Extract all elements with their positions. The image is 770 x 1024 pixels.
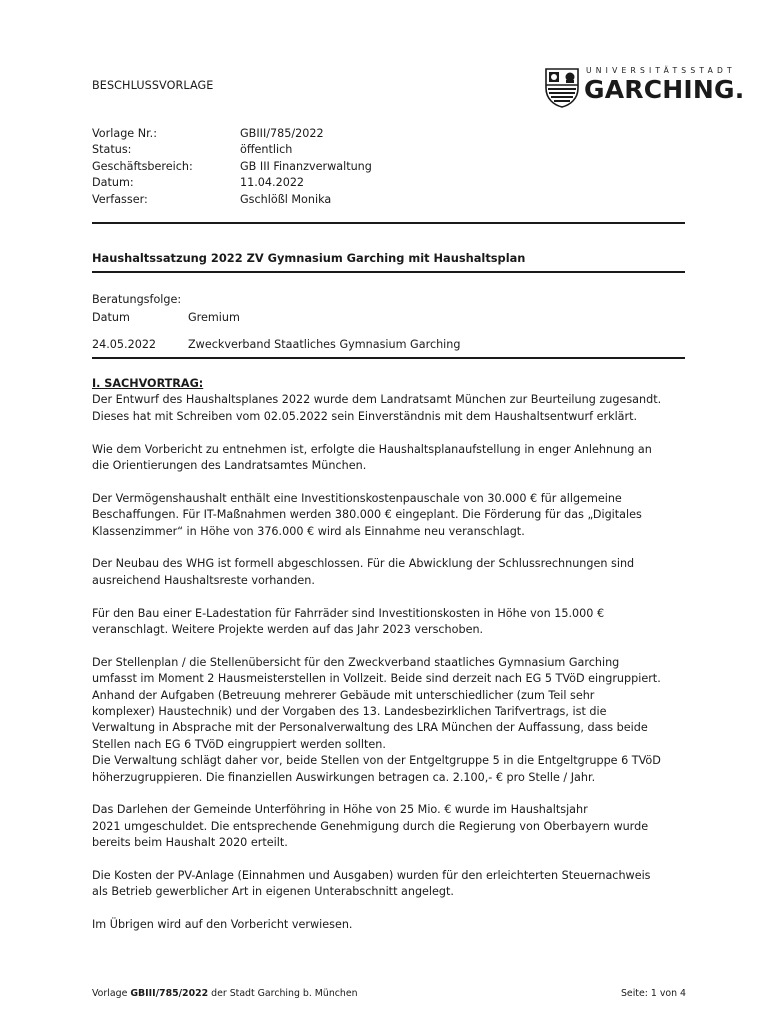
paragraph-line: Das Darlehen der Gemeinde Unterföhring in Höhe von 25 Mio. € wurde im Haushaltsjahr (92, 803, 588, 817)
divider (92, 357, 685, 359)
paragraph-line: Beschaffungen. Für IT-Maßnahmen werden 380.000 € eingeplant. Die Förderung für das „Digitales (92, 508, 642, 522)
paragraph-line: Der Entwurf des Haushaltsplanes 2022 wurde dem Landratsamt München zur Beurteilung zugesandt. (92, 393, 662, 407)
paragraph-line: Stellen nach EG 6 TVöD eingruppiert werden sollten. (92, 737, 386, 751)
paragraph-line: Der Vermögenshaushalt enthält eine Investitionskostenpauschale von 30.000 € für allgemeine (92, 491, 622, 505)
paragraph-line: veranschlagt. Weitere Projekte werden auf das Jahr 2023 verschoben. (92, 623, 484, 637)
paragraph-line: Die Kosten der PV-Anlage (Einnahmen und Ausgaben) wurden für den erleichterten Steuernachweis (92, 869, 651, 883)
body-paragraph (92, 655, 686, 786)
document-title: Haushaltssatzung 2022 ZV Gymnasium Garching mit Haushaltsplan (92, 251, 526, 265)
paragraph-line: Im Übrigen wird auf den Vorbericht verwiesen. (92, 918, 353, 932)
paragraph-line: komplexer) Haustechnik) und der Vorgaben des 13. Landesbezirklichen Tarifvertrags, ist die (92, 705, 607, 719)
paragraph-line: bereits beim Haushalt 2020 erteilt. (92, 836, 288, 850)
meta-value: öffentlich (240, 143, 293, 157)
meta-label: Geschäftsbereich: (92, 159, 193, 173)
consultation-row (92, 337, 652, 353)
paragraph-line: Klassenzimmer“ in Höhe von 376.000 € wird als Einnahme neu veranschlagt. (92, 524, 525, 538)
divider (92, 222, 685, 224)
paragraph-line: umfasst im Moment 2 Hausmeisterstellen in Vollzeit. Beide sind derzeit nach EG 5 TVöD eingruppiert. (92, 672, 661, 686)
body-paragraph (92, 491, 686, 540)
consultation-header (92, 310, 652, 326)
footer-reference (92, 988, 358, 1000)
paragraph-line: Die Verwaltung schlägt daher vor, beide Stellen von der Entgeltgruppe 5 in die Entgeltgruppe 6 TVöD (92, 754, 661, 768)
body-paragraph (92, 917, 686, 933)
meta-row (92, 142, 652, 158)
body-paragraph (92, 868, 686, 901)
paragraph-line: ausreichend Haushaltsreste vorhanden. (92, 573, 315, 587)
footer-suffix: der Stadt Garching b. München (208, 988, 358, 999)
paragraph-line: Dieses hat mit Schreiben vom 02.05.2022 sein Einverständnis mit dem Haushaltsentwurf erklärt. (92, 409, 638, 423)
consultation-sequence (92, 292, 652, 353)
paragraph-line: Der Stellenplan / die Stellenübersicht für den Zweckverband staatliches Gymnasium Garching (92, 655, 620, 669)
consultation-date: 24.05.2022 (92, 337, 157, 351)
footer-prefix: Vorlage (92, 988, 131, 999)
page-number: Seite: 1 von 4 (620, 988, 686, 999)
meta-value: GBIII/785/2022 (240, 127, 324, 140)
meta-label: Status: (92, 143, 132, 157)
meta-table (92, 126, 652, 208)
body-paragraph (92, 606, 686, 639)
page-footer (92, 988, 686, 1000)
meta-row (92, 192, 652, 208)
meta-label: Vorlage Nr.: (92, 127, 157, 140)
column-header-date: Datum (92, 311, 130, 325)
city-logo (544, 66, 745, 110)
body-paragraph (92, 802, 686, 851)
footer-number: GBIII/785/2022 (130, 988, 209, 999)
column-header-body: Gremium (188, 311, 240, 325)
divider (92, 271, 685, 273)
meta-row (92, 126, 652, 142)
body-paragraph (92, 442, 686, 475)
coat-of-arms-icon (544, 66, 580, 108)
consultation-body: Zweckverband Staatliches Gymnasium Garching (188, 337, 461, 351)
meta-value: 11.04.2022 (240, 176, 305, 190)
section-heading: I. SACHVORTRAG: (92, 377, 204, 390)
paragraph-line: 2021 umgeschuldet. Die entsprechende Genehmigung durch die Regierung von Oberbayern wurde (92, 819, 649, 833)
meta-row (92, 175, 652, 191)
meta-row (92, 159, 652, 175)
meta-label: Datum: (92, 176, 134, 190)
paragraph-line: höherzugruppieren. Die finanziellen Auswirkungen betragen ca. 2.100,- € pro Stelle / Jahr. (92, 770, 596, 784)
meta-label: Verfasser: (92, 192, 148, 206)
paragraph-line: die Orientierungen des Landratsamtes München. (92, 459, 367, 473)
paragraph-line: Der Neubau des WHG ist formell abgeschlossen. Für die Abwicklung der Schlussrechnungen sind (92, 557, 635, 571)
paragraph-line: als Betrieb gewerblicher Art in eigenen Unterabschnitt angelegt. (92, 885, 454, 899)
logo-subtitle: UNIVERSITÄTSSTADT (586, 66, 736, 75)
paragraphs (92, 392, 686, 933)
consultation-label: Beratungsfolge: (92, 293, 182, 306)
paragraph-line: Anhand der Aufgaben (Betreuung mehrerer Gebäude mit unterschiedlicher (zum Teil sehr (92, 688, 595, 702)
main-content (92, 376, 686, 950)
body-paragraph (92, 556, 686, 589)
meta-value: GB III Finanzverwaltung (240, 159, 372, 173)
logo-name: GARCHING. (584, 75, 745, 104)
paragraph-line: Wie dem Vorbericht zu entnehmen ist, erfolgte die Haushaltsplanaufstellung in enger Anlehnung an (92, 442, 652, 456)
paragraph-line: Für den Bau einer E-Ladestation für Fahrräder sind Investitionskosten in Höhe von 15.000 € (92, 606, 605, 620)
meta-value: Gschlößl Monika (240, 192, 332, 206)
document-type: BESCHLUSSVORLAGE (92, 79, 214, 92)
paragraph-line: Verwaltung in Absprache mit der Personalverwaltung des LRA München der Auffassung, dass beide (92, 721, 648, 735)
body-paragraph (92, 392, 686, 425)
